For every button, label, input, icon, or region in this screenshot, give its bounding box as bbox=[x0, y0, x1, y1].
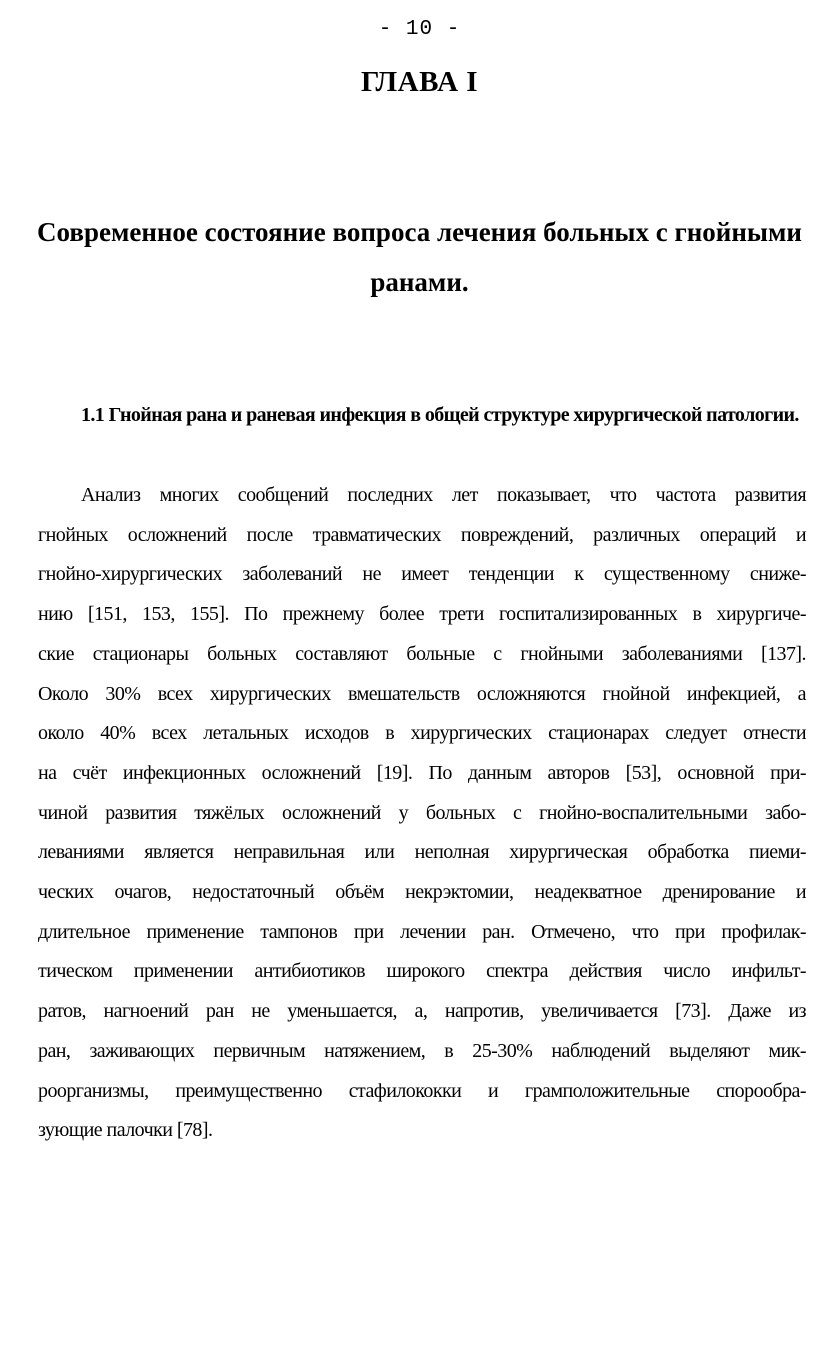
paragraph-line: ран, заживающих первичным натяжением, в 25-30% наблюдений выделяют мик- bbox=[38, 1039, 806, 1062]
paragraph-line: тическом применении антибиотиков широкого спектра действия число инфильт- bbox=[38, 960, 806, 983]
section-heading: 1.1 Гнойная рана и раневая инфекция в общей структуре хирургической патологии. bbox=[81, 404, 799, 426]
chapter-subtitle: Современное состояние вопроса лечения больных с гнойными ранами. bbox=[37, 217, 802, 297]
paragraph-line: ские стационары больных составляют больные с гнойными заболеваниями [137]. bbox=[38, 642, 806, 665]
page-number: - 10 - bbox=[378, 18, 461, 41]
chapter-title: ГЛАВА I bbox=[360, 66, 479, 98]
paragraph-line: Анализ многих сообщений последних лет показывает, что частота развития bbox=[81, 484, 806, 506]
paragraph-line: чиной развития тяжёлых осложнений у больных с гнойно-воспалительными забо- bbox=[38, 801, 806, 824]
paragraph-line: на счёт инфекционных осложнений [19]. По данным авторов [53], основной при- bbox=[38, 761, 806, 784]
paragraph-line: нию [151, 153, 155]. По прежнему более трети госпитализированных в хирургиче- bbox=[38, 603, 806, 626]
paragraph-line: ческих очагов, недостаточный объём некрэктомии, неадекватное дренирование и bbox=[38, 881, 806, 904]
paragraph-line: роорганизмы, преимущественно стафилококки и грамположительные спорообра- bbox=[38, 1079, 806, 1102]
paragraph-line: около 40% всех летальных исходов в хирургических стационарах следует отнести bbox=[38, 722, 806, 745]
paragraph-line: гнойных осложнений после травматических повреждений, различных операций и bbox=[38, 523, 806, 546]
body-paragraph bbox=[38, 476, 806, 1151]
paragraph-line: гнойно-хирургических заболеваний не имеет тенденции к существенному сниже- bbox=[38, 563, 806, 586]
paragraph-line: леваниями является неправильная или неполная хирургическая обработка пиеми- bbox=[38, 841, 806, 864]
paragraph-line: длительное применение тампонов при лечении ран. Отмечено, что при профилак- bbox=[38, 920, 806, 943]
paragraph-line: зующие палочки [78]. bbox=[38, 1119, 213, 1142]
paragraph-line: ратов, нагноений ран не уменьшается, а, напротив, увеличивается [73]. Даже из bbox=[38, 1000, 806, 1023]
paragraph-line: Около 30% всех хирургических вмешательств осложняются гнойной инфекцией, а bbox=[38, 682, 806, 705]
